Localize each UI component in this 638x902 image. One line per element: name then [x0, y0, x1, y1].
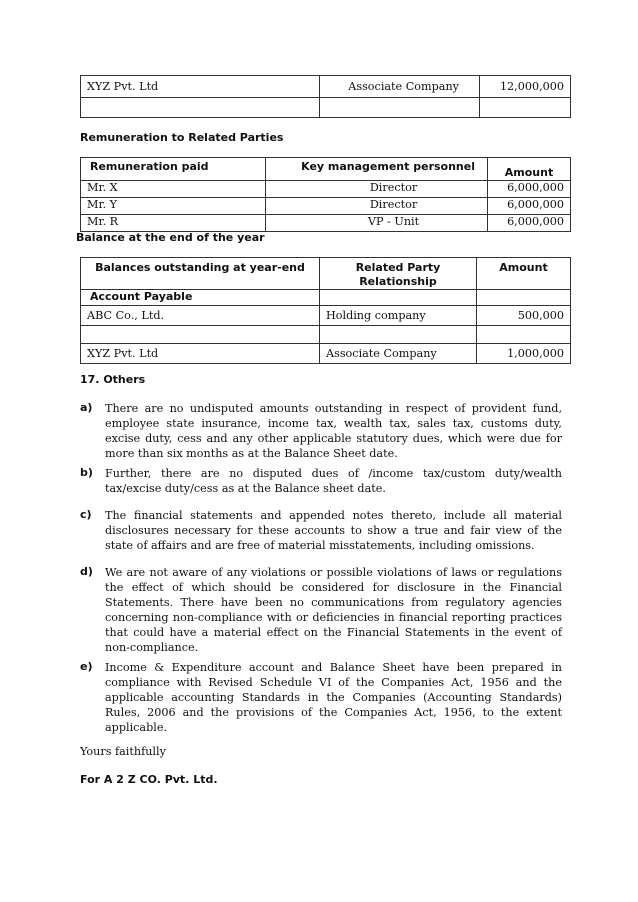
- others-heading: 17. Others: [80, 373, 146, 386]
- item-text: Further, there are no disputed dues of /income tax/custom duty/wealth tax/excise duty/cess as at the Balance sheet date.: [105, 467, 562, 495]
- table-row: [81, 181, 571, 198]
- party-amount: 1,000,000: [477, 344, 571, 364]
- table-row: [81, 306, 571, 326]
- party-relationship: [320, 98, 480, 118]
- party-name: ABC Co., Ltd.: [81, 306, 320, 326]
- remuneration-table: [80, 157, 571, 232]
- personnel-role: Director: [266, 198, 488, 215]
- item-text: The financial statements and appended notes thereto, include all material disclosures necessary for these accounts to show a true and fair view of the state of affairs and are free of material misstatements, including omissions.: [105, 509, 562, 552]
- balance-heading: Balance at the end of the year: [76, 231, 265, 244]
- item-label: d): [80, 565, 93, 578]
- party-amount: 12,000,000: [480, 76, 571, 98]
- item-text: Income & Expenditure account and Balance Sheet have been prepared in compliance with Revised Schedule VI of the Companies Act, 1956 and the applicable accounting Standards in the Companies (Accounting Standards) Rules, 2006 and the provisions of the Companies Act, 1956, to the extent applicable.: [105, 661, 562, 734]
- signatory: For A 2 Z CO. Pvt. Ltd.: [80, 773, 218, 786]
- remuneration-amount: 6,000,000: [488, 198, 571, 215]
- table-row: [81, 215, 571, 232]
- item-label: a): [80, 401, 93, 414]
- item-label: b): [80, 466, 93, 479]
- party-relationship: Associate Company: [320, 344, 477, 364]
- remuneration-amount: 6,000,000: [488, 215, 571, 232]
- personnel-name: Mr. R: [81, 215, 266, 232]
- column-header-remuneration-paid: Remuneration paid: [81, 158, 266, 181]
- personnel-name: Mr. X: [81, 181, 266, 198]
- personnel-name: Mr. Y: [81, 198, 266, 215]
- party-name: [81, 326, 320, 344]
- column-header-amount: Amount: [488, 158, 571, 181]
- party-name: XYZ Pvt. Ltd: [81, 76, 320, 98]
- table-row: [81, 344, 571, 364]
- party-amount: 500,000: [477, 306, 571, 326]
- table-row: [81, 98, 571, 118]
- balance-table: [80, 257, 571, 364]
- item-label: e): [80, 660, 93, 673]
- note-item-e: [80, 660, 562, 735]
- column-header-amount: Amount: [477, 258, 571, 290]
- item-text: There are no undisputed amounts outstanding in respect of provident fund, employee state insurance, income tax, wealth tax, sales tax, customs duty, excise duty, cess and any other applicable statutory dues, which were due for more than six months as at the Balance Sheet date.: [105, 402, 562, 460]
- note-item-a: [80, 401, 562, 461]
- column-header-key-management-personnel: Key management personnel: [266, 158, 488, 181]
- note-item-d: [80, 565, 562, 655]
- party-amount: [477, 326, 571, 344]
- party-relationship: [320, 326, 477, 344]
- personnel-role: VP - Unit: [266, 215, 488, 232]
- party-relationship: Associate Company: [320, 76, 480, 98]
- salutation: Yours faithfully: [80, 745, 166, 758]
- remuneration-heading: Remuneration to Related Parties: [80, 131, 284, 144]
- note-item-c: [80, 508, 562, 553]
- item-label: c): [80, 508, 92, 521]
- column-header-balances-outstanding: Balances outstanding at year-end: [81, 258, 320, 290]
- table-row: [81, 76, 571, 98]
- item-text: We are not aware of any violations or possible violations of laws or regulations the effect of which should be considered for disclosure in the Financial Statements. There have been no communications from regulatory agencies concerning non-compliance with or deficiencies in financial reporting practices that could have a material effect on the Financial Statements in the event of non-compliance.: [105, 566, 562, 654]
- related-party-table: [80, 75, 571, 118]
- table-header-row: [81, 258, 571, 290]
- empty-cell: [477, 290, 571, 306]
- party-name: [81, 98, 320, 118]
- empty-cell: [320, 290, 477, 306]
- table-section-row: [81, 290, 571, 306]
- party-amount: [480, 98, 571, 118]
- table-row: [81, 326, 571, 344]
- table-row: [81, 198, 571, 215]
- party-relationship: Holding company: [320, 306, 477, 326]
- note-item-b: [80, 466, 562, 496]
- remuneration-amount: 6,000,000: [488, 181, 571, 198]
- personnel-role: Director: [266, 181, 488, 198]
- party-name: XYZ Pvt. Ltd: [81, 344, 320, 364]
- table-header-row: [81, 158, 571, 181]
- account-payable-label: Account Payable: [81, 290, 320, 306]
- column-header-related-party-relationship: Related Party Relationship: [320, 258, 477, 290]
